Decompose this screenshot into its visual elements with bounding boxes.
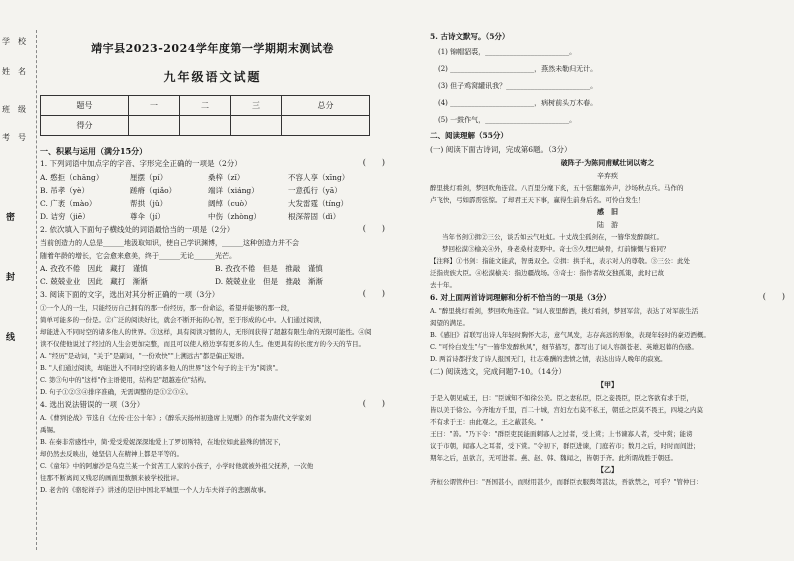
option-row — [40, 197, 385, 210]
passage-line: 却能进入不同时空的诸多他人的世界。③这样，具有阅读习惯的人，无形间获得了超越有限生命的无限可能性。④阅 — [40, 328, 372, 336]
score-input-cell[interactable] — [129, 116, 180, 136]
exam-subtitle: 九年级语文试题 — [163, 70, 262, 84]
passage-line: 简单可能多的一份是。②广泛的阅读好比，就会不断开拓的心智，至于形成的心中。人们通过阅读， — [40, 316, 326, 324]
side-label: 考 — [2, 133, 10, 142]
option: C. "可怜白发生"与"一簪华发醉秋风"，细节描写，都写出了词人容颜苍老、英雄迟暮的伤感。 — [430, 343, 698, 351]
passage-line: 齐桓公谓管仲曰："吾国甚小，而财用甚少，而群臣衣服舆驾甚汰，吾欲禁之，可乎？"管仲曰： — [430, 478, 703, 486]
option: 中伤（zhòng） — [208, 212, 261, 221]
section-subheading: (一) 阅读下面古诗词，完成第6题。（3分） — [430, 145, 572, 154]
option: C. 兢兢业业 因此 藏打 渐渐 — [40, 277, 148, 286]
option: 厘摆（pí） — [130, 173, 168, 182]
note-line: 去十年。 — [430, 281, 456, 289]
option: 蹉瘠（qiǎo） — [130, 186, 177, 195]
option: 不容人享（xīng） — [288, 173, 350, 182]
passage-line: ①一个人的一生，只能经历自己拥有的那一份经历，那一份命运，希望并能够的那一段， — [40, 304, 294, 312]
option: C.《童年》中的阿廖沙是乌克兰某一个贫苦工人家的小孩子，小学时他就被外祖父抚养，一次他 — [40, 462, 314, 470]
option: 却仍然去反映出，她坚信人在精神上都是平等的。 — [40, 450, 183, 458]
passage-line: 当前创造力的人总是______地汲取知识，使自己学识渊博，______这种创造力并不会 — [40, 239, 299, 247]
side-label: 号 — [18, 133, 26, 142]
option: C. 第③句中的"这样"作主语使用，结构是"超越连位"结构。 — [40, 376, 211, 384]
option: A. "醉里挑灯看剑，梦回吹角连营。"词人夜里醉酒，挑灯看剑，梦回军营，表达了对军旅生活 — [430, 307, 699, 315]
option: B. 在秦非常感性中，简·爱受爱妮深深地爱上了罗切斯特，在地位如此悬殊的情况下， — [40, 438, 285, 446]
option: D. 两首诗都抒发了诗人报国无门，壮志难酬的悲愤之情，表达出诗人晚年的寂寞。 — [430, 355, 667, 363]
seal-mark: 密 — [6, 213, 16, 223]
option-row — [40, 171, 385, 184]
option: 大发雷霆（tíng） — [288, 199, 349, 208]
score-input-cell[interactable] — [180, 116, 231, 136]
side-binding-strip — [0, 30, 37, 550]
option: A. 孜孜不倦 因此 藏打 谨慎 — [40, 264, 148, 273]
score-input-cell[interactable] — [230, 116, 281, 136]
side-label: 级 — [18, 105, 26, 114]
side-label: 姓 — [2, 67, 10, 76]
question-stem: 3. 阅读下面的文字，选出对其分析正确的一项（3分） — [40, 290, 220, 299]
score-input-cell[interactable] — [281, 116, 369, 136]
option: 尊伞（jí） — [130, 212, 165, 221]
poem-line: 卢飞快，弓如霹雳弦惊。了却君王天下事，赢得生前身后名。可怜白发生！ — [430, 196, 645, 204]
fill-line[interactable]: (1) 锦帽貂裘，________________________。 — [438, 48, 577, 56]
fill-line[interactable]: (2) ________________________，燕然未勒归无计。 — [438, 65, 598, 73]
score-header-cell: 三 — [230, 96, 281, 116]
option: 一意孤行（yā） — [288, 186, 342, 195]
score-label-cell: 得分 — [41, 116, 129, 136]
note-line: 【注释】①书剑：指能文能武，智勇双全。②揖：拱手礼，表示对人的尊敬。③三公：此处 — [430, 257, 690, 265]
passage-line: 王曰："善。"乃下令："群臣吏民能面刺寡人之过者，受上赏；上书谏寡人者，受中赏；能谤 — [430, 429, 693, 438]
option: 端详（xiáng） — [208, 186, 259, 195]
poem-author: 辛弃疾 — [597, 171, 618, 180]
passage-label: 【甲】 — [597, 380, 618, 389]
score-header-cell: 二 — [180, 96, 231, 116]
exam-title: 靖宇县2023-2024学年度第一学期期末测试卷 — [91, 42, 334, 55]
section-heading: 二、阅读理解（55分） — [430, 131, 508, 140]
poem-line: 当年书剑①揖②三公，谈舌如云气吐虹。十丈战尘孤剑在，一簪华发醉颜红。 — [442, 233, 663, 241]
option: 禹锡。 — [40, 426, 60, 434]
poem-title: 感 旧 — [597, 207, 618, 216]
side-label: 班 — [2, 105, 10, 114]
score-header-cell: 题号 — [41, 96, 129, 116]
option: C. 广袤（mào） — [40, 199, 97, 208]
option: A.《曹刿论战》节选自《左传·庄公十年》;《醉乐天扬州初逢席上见赠》的作者为唐代文学家刘 — [40, 414, 312, 422]
question-stem: 6. 对上面两首诗词理解和分析不恰当的一项是（3分） — [430, 293, 611, 302]
option-row — [40, 210, 385, 223]
side-label: 名 — [18, 67, 26, 76]
option-row — [40, 184, 385, 197]
poem-line: 梦回松漠③榆关④外，身老桑村麦野中。奇士⑤久埋巴峡骨，灯前慷慨与谁同？ — [442, 245, 670, 253]
fill-line[interactable]: (4) ________________________，病树前头万木春。 — [438, 99, 598, 107]
passage-line: 皆以美于徐公。今齐地方千里，百二十城，宫妇左右莫不私王，朝廷之臣莫不畏王，四境之内莫 — [430, 405, 703, 414]
passage-line: 议于市朝，闻寡人之耳者，受下赏。"令初下，群臣进谏，门庭若市；数月之后，时时而间进； — [430, 441, 700, 450]
option: 渴望的满足。 — [430, 319, 469, 327]
option-row — [40, 275, 385, 288]
poem-line: 醉里挑灯看剑，梦回吹角连营。八百里分麾下炙，五十弦翻塞外声，沙场秋点兵。马作的 — [430, 184, 684, 192]
question-stem: 5. 古诗文默写。（5分） — [430, 32, 510, 41]
option: B. "人们通过阅读，却能进入不同时空的诸多他人的世界"这个句子的主干为"阅读"。 — [40, 364, 282, 372]
poem-title: 破阵子·为陈同甫赋壮词以寄之 — [560, 158, 655, 167]
option: A. "经历"是动词，"关于"是副词，"一份欢快""上溯远古"都是偏正短语。 — [40, 352, 249, 360]
side-label: 校 — [18, 37, 26, 46]
option: B. 孜孜不倦 但是 推敲 谨慎 — [215, 264, 323, 273]
side-label: 学 — [2, 37, 10, 46]
section-heading: 一、积累与运用（满分15分） — [40, 146, 148, 156]
answer-blank[interactable]: ( ) — [762, 292, 785, 301]
option: 帮拱（jǔ） — [130, 199, 168, 208]
option: 阔绰（cuò） — [208, 199, 252, 208]
question-stem: 4. 选出说法错误的一项（3分） — [40, 400, 145, 409]
score-table — [40, 95, 370, 136]
seal-mark: 线 — [6, 333, 16, 343]
option: D. 句子①②③④排序准确，无需调整的是①②③④。 — [40, 388, 193, 396]
answer-blank[interactable]: ( ) — [362, 158, 385, 167]
option-row — [40, 262, 385, 275]
option: D. 老舍的《骆驼祥子》讲述的是旧中国北平城里一个人力车夫祥子的悲剧故事。 — [40, 486, 271, 494]
answer-blank[interactable]: ( ) — [362, 399, 385, 408]
note-line: 泛指贵族大臣。④松漠榆关：指边疆战场。⑤奇士：指作者故交独孤策，此时已故 — [430, 269, 664, 277]
passage-line: 于是入朝见威王，曰："臣诚知不如徐公美。臣之妻私臣，臣之妾畏臣，臣之客欲有求于臣， — [430, 393, 693, 402]
section-subheading: (二) 阅读选文，完成问题7-10。（14分） — [430, 367, 566, 376]
fill-line[interactable]: (5) 一鼓作气，________________________。 — [438, 116, 577, 124]
option: 桑梓（zǐ） — [208, 173, 245, 182]
option: B. 吊孝（yè） — [40, 186, 89, 195]
seal-mark: 封 — [6, 273, 16, 283]
answer-blank[interactable]: ( ) — [362, 224, 385, 233]
poem-author: 陆 游 — [597, 220, 618, 229]
option: A. 憨拒（chāng） — [40, 173, 104, 182]
option: D. 兢兢业业 但是 推敲 渐渐 — [215, 277, 324, 286]
passage-line: 期年之后，虽欲言，无可进者。燕、赵、韩、魏闻之，皆朝于齐。此所谓战胜于朝廷。 — [430, 453, 677, 462]
fill-line[interactable]: (3) 但子鸡窝罐讯我？________________________。 — [438, 82, 598, 90]
question-stem: 2. 依次填入下面句子横线处的词语最恰当的一项是（2分） — [40, 225, 235, 234]
option: 往那不断离间又残忍的画面里数额来被学校批评。 — [40, 474, 183, 482]
passage-line: 读不仅使他说过了经过的人生会更加完整，而且可以使人格边享有更多的人生。他更具有的长度方的今天的节目。 — [40, 340, 365, 348]
passage-line: 随着年龄的增长，它会愈来愈美，终于______无论______光芒。 — [40, 251, 236, 260]
option: D. 诘穷（jiē） — [40, 212, 90, 221]
question-stem: 1. 下列词语中加点字的字音、字形完全正确的一项是（2分） — [40, 159, 242, 168]
option: B.《感旧》首联写出诗人年轻时胸怀大志，意气风发，志存高远的形象，表现年轻时的豪迈酒概。 — [430, 331, 710, 339]
passage-line: 不有求于王：由此观之，王之蔽甚矣。" — [430, 417, 544, 426]
score-header-cell: 一 — [129, 96, 180, 116]
score-header-cell: 总分 — [281, 96, 369, 116]
left-column — [40, 40, 385, 496]
passage-label: 【乙】 — [597, 464, 618, 474]
answer-blank[interactable]: ( ) — [362, 289, 385, 298]
option: 根深蒂固（dì） — [288, 212, 341, 221]
right-column — [430, 30, 785, 488]
